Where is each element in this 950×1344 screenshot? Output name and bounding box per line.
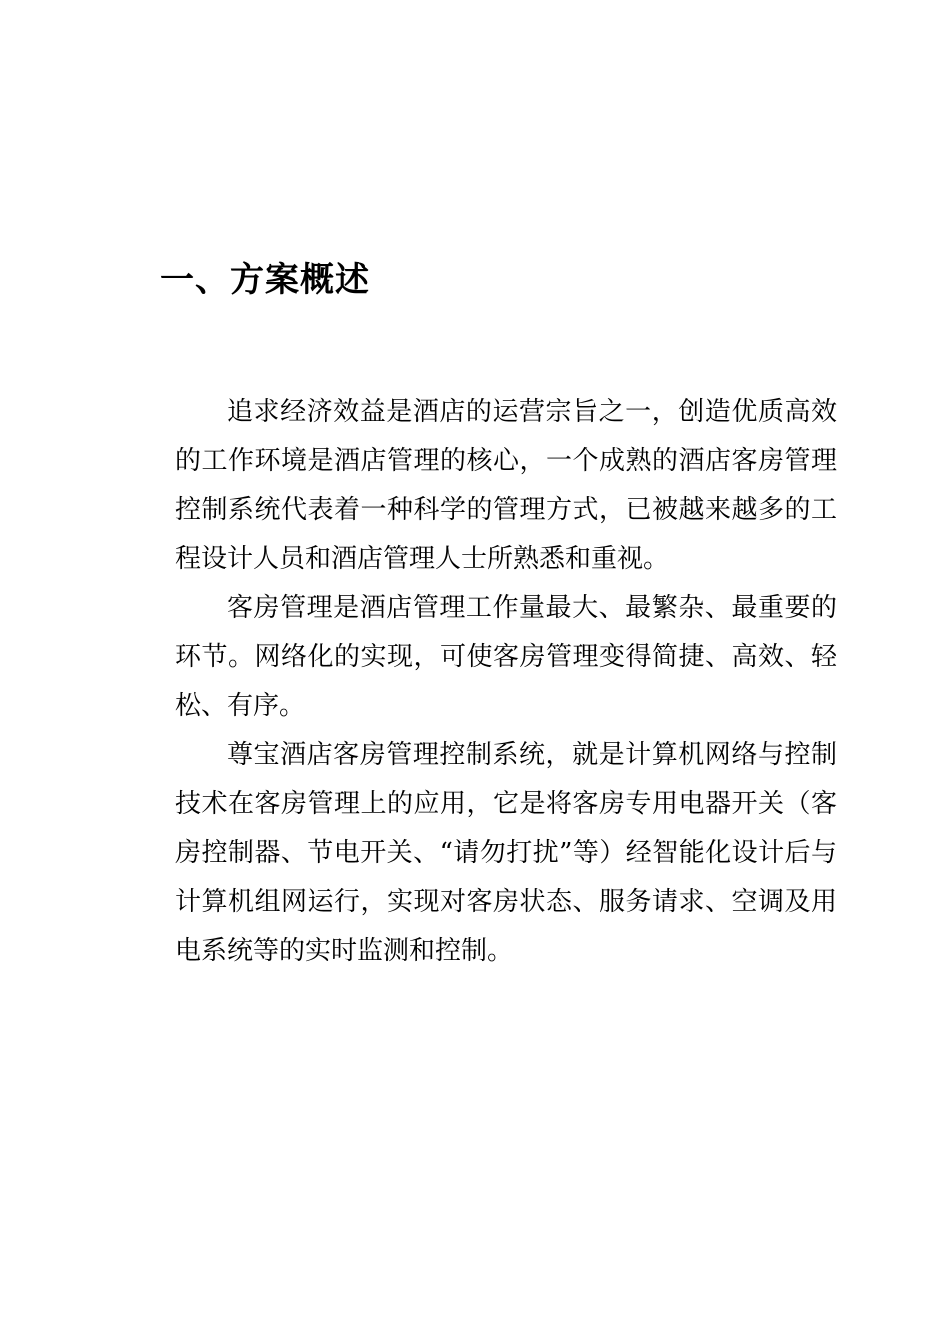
paragraph-3: 尊宝酒店客房管理控制系统，就是计算机网络与控制技术在客房管理上的应用，它是将客房专用电器开关（客房控制器、节电开关、“请勿打扰”等）经智能化设计后与计算机组网运行，实现对客房状态、服务请求、空调及用电系统等的实时监测和控制。 (175, 740, 837, 966)
paragraph-2: 客房管理是酒店管理工作量最大、最繁杂、最重要的环节。网络化的实现，可使客房管理变得简捷、高效、轻松、有序。 (175, 593, 837, 721)
body-text (175, 388, 837, 976)
section-heading: 一、方案概述 (160, 260, 370, 300)
paragraph-1: 追求经济效益是酒店的运营宗旨之一，创造优质高效的工作环境是酒店管理的核心，一个成熟的酒店客房管理控制系统代表着一种科学的管理方式，已被越来越多的工程设计人员和酒店管理人士所熟悉和重视。 (175, 397, 837, 574)
